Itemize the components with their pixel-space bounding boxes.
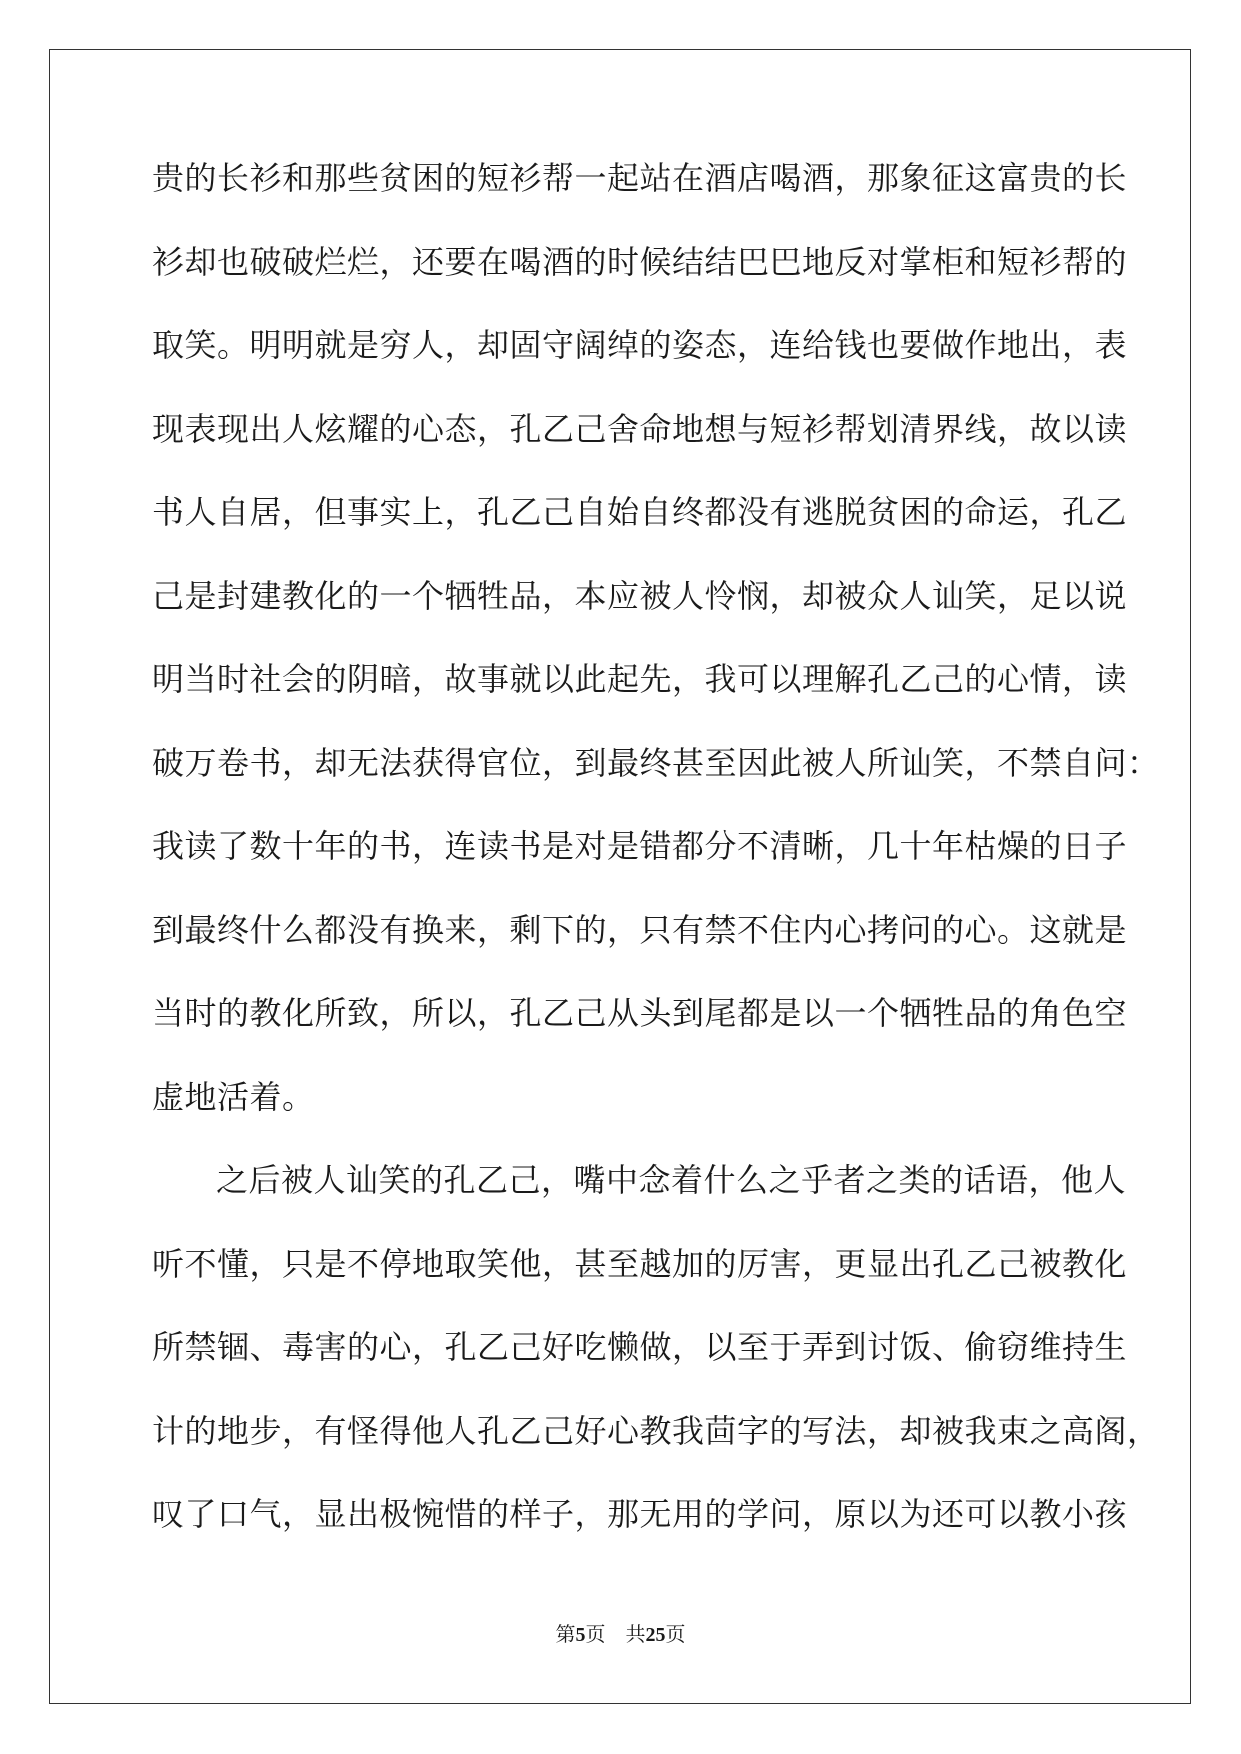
page-footer (0, 1618, 1241, 1647)
page-prefix: 第 (555, 1624, 576, 1646)
text-line: 我读了数十年的书，连读书是对是错都分不清晰，几十年枯燥的日子 (152, 827, 1128, 865)
total-prefix: 共 (625, 1624, 646, 1646)
total-suffix: 页 (665, 1624, 686, 1646)
text-line: 取笑。明明就是穷人，却固守阔绰的姿态，连给钱也要做作地出，表 (152, 326, 1128, 364)
text-line: 叹了口气，显出极惋惜的样子，那无用的学问，原以为还可以教小孩 (152, 1495, 1128, 1533)
text-line: 书人自居，但事实上，孔乙己自始自终都没有逃脱贫困的命运，孔乙 (152, 493, 1128, 531)
page-number: 5 (575, 1624, 586, 1646)
document-body (152, 158, 1160, 1578)
text-line: 衫却也破破烂烂，还要在喝酒的时候结结巴巴地反对掌柜和短衫帮的 (152, 242, 1128, 281)
text-line: 己是封建教化的一个牺牲品，本应被人怜悯，却被众人讪笑，足以说 (152, 576, 1128, 615)
paragraph-first-line: 之后被人讪笑的孔乙己，嘴中念着什么之乎者之类的话语，他人 (216, 1161, 1127, 1199)
total-pages: 25 (645, 1624, 666, 1646)
text-line: 计的地步，有怪得他人孔乙己好心教我茴字的写法，却被我束之高阁， (152, 1411, 1160, 1450)
text-line: 贵的长衫和那些贫困的短衫帮一起站在酒店喝酒，那象征这富贵的长 (152, 159, 1128, 197)
text-line: 听不懂，只是不停地取笑他，甚至越加的厉害，更显出孔乙己被教化 (152, 1244, 1128, 1283)
page-suffix: 页 (585, 1624, 606, 1646)
text-line: 现表现出人炫耀的心态，孔乙己舍命地想与短衫帮划清界线，故以读 (152, 409, 1128, 448)
text-line: 当时的教化所致，所以，孔乙己从头到尾都是以一个牺牲品的角色空 (152, 994, 1128, 1032)
text-line: 虚地活着。 (152, 1077, 315, 1116)
text-line: 所禁锢、毒害的心，孔乙己好吃懒做，以至于弄到讨饭、偷窃维持生 (152, 1328, 1128, 1366)
text-line: 到最终什么都没有换来，剩下的，只有禁不住内心拷问的心。这就是 (152, 910, 1128, 949)
text-line: 破万卷书，却无法获得官位，到最终甚至因此被人所讪笑，不禁自问： (152, 743, 1160, 782)
text-line: 明当时社会的阴暗，故事就以此起先，我可以理解孔乙己的心情，读 (152, 660, 1128, 698)
